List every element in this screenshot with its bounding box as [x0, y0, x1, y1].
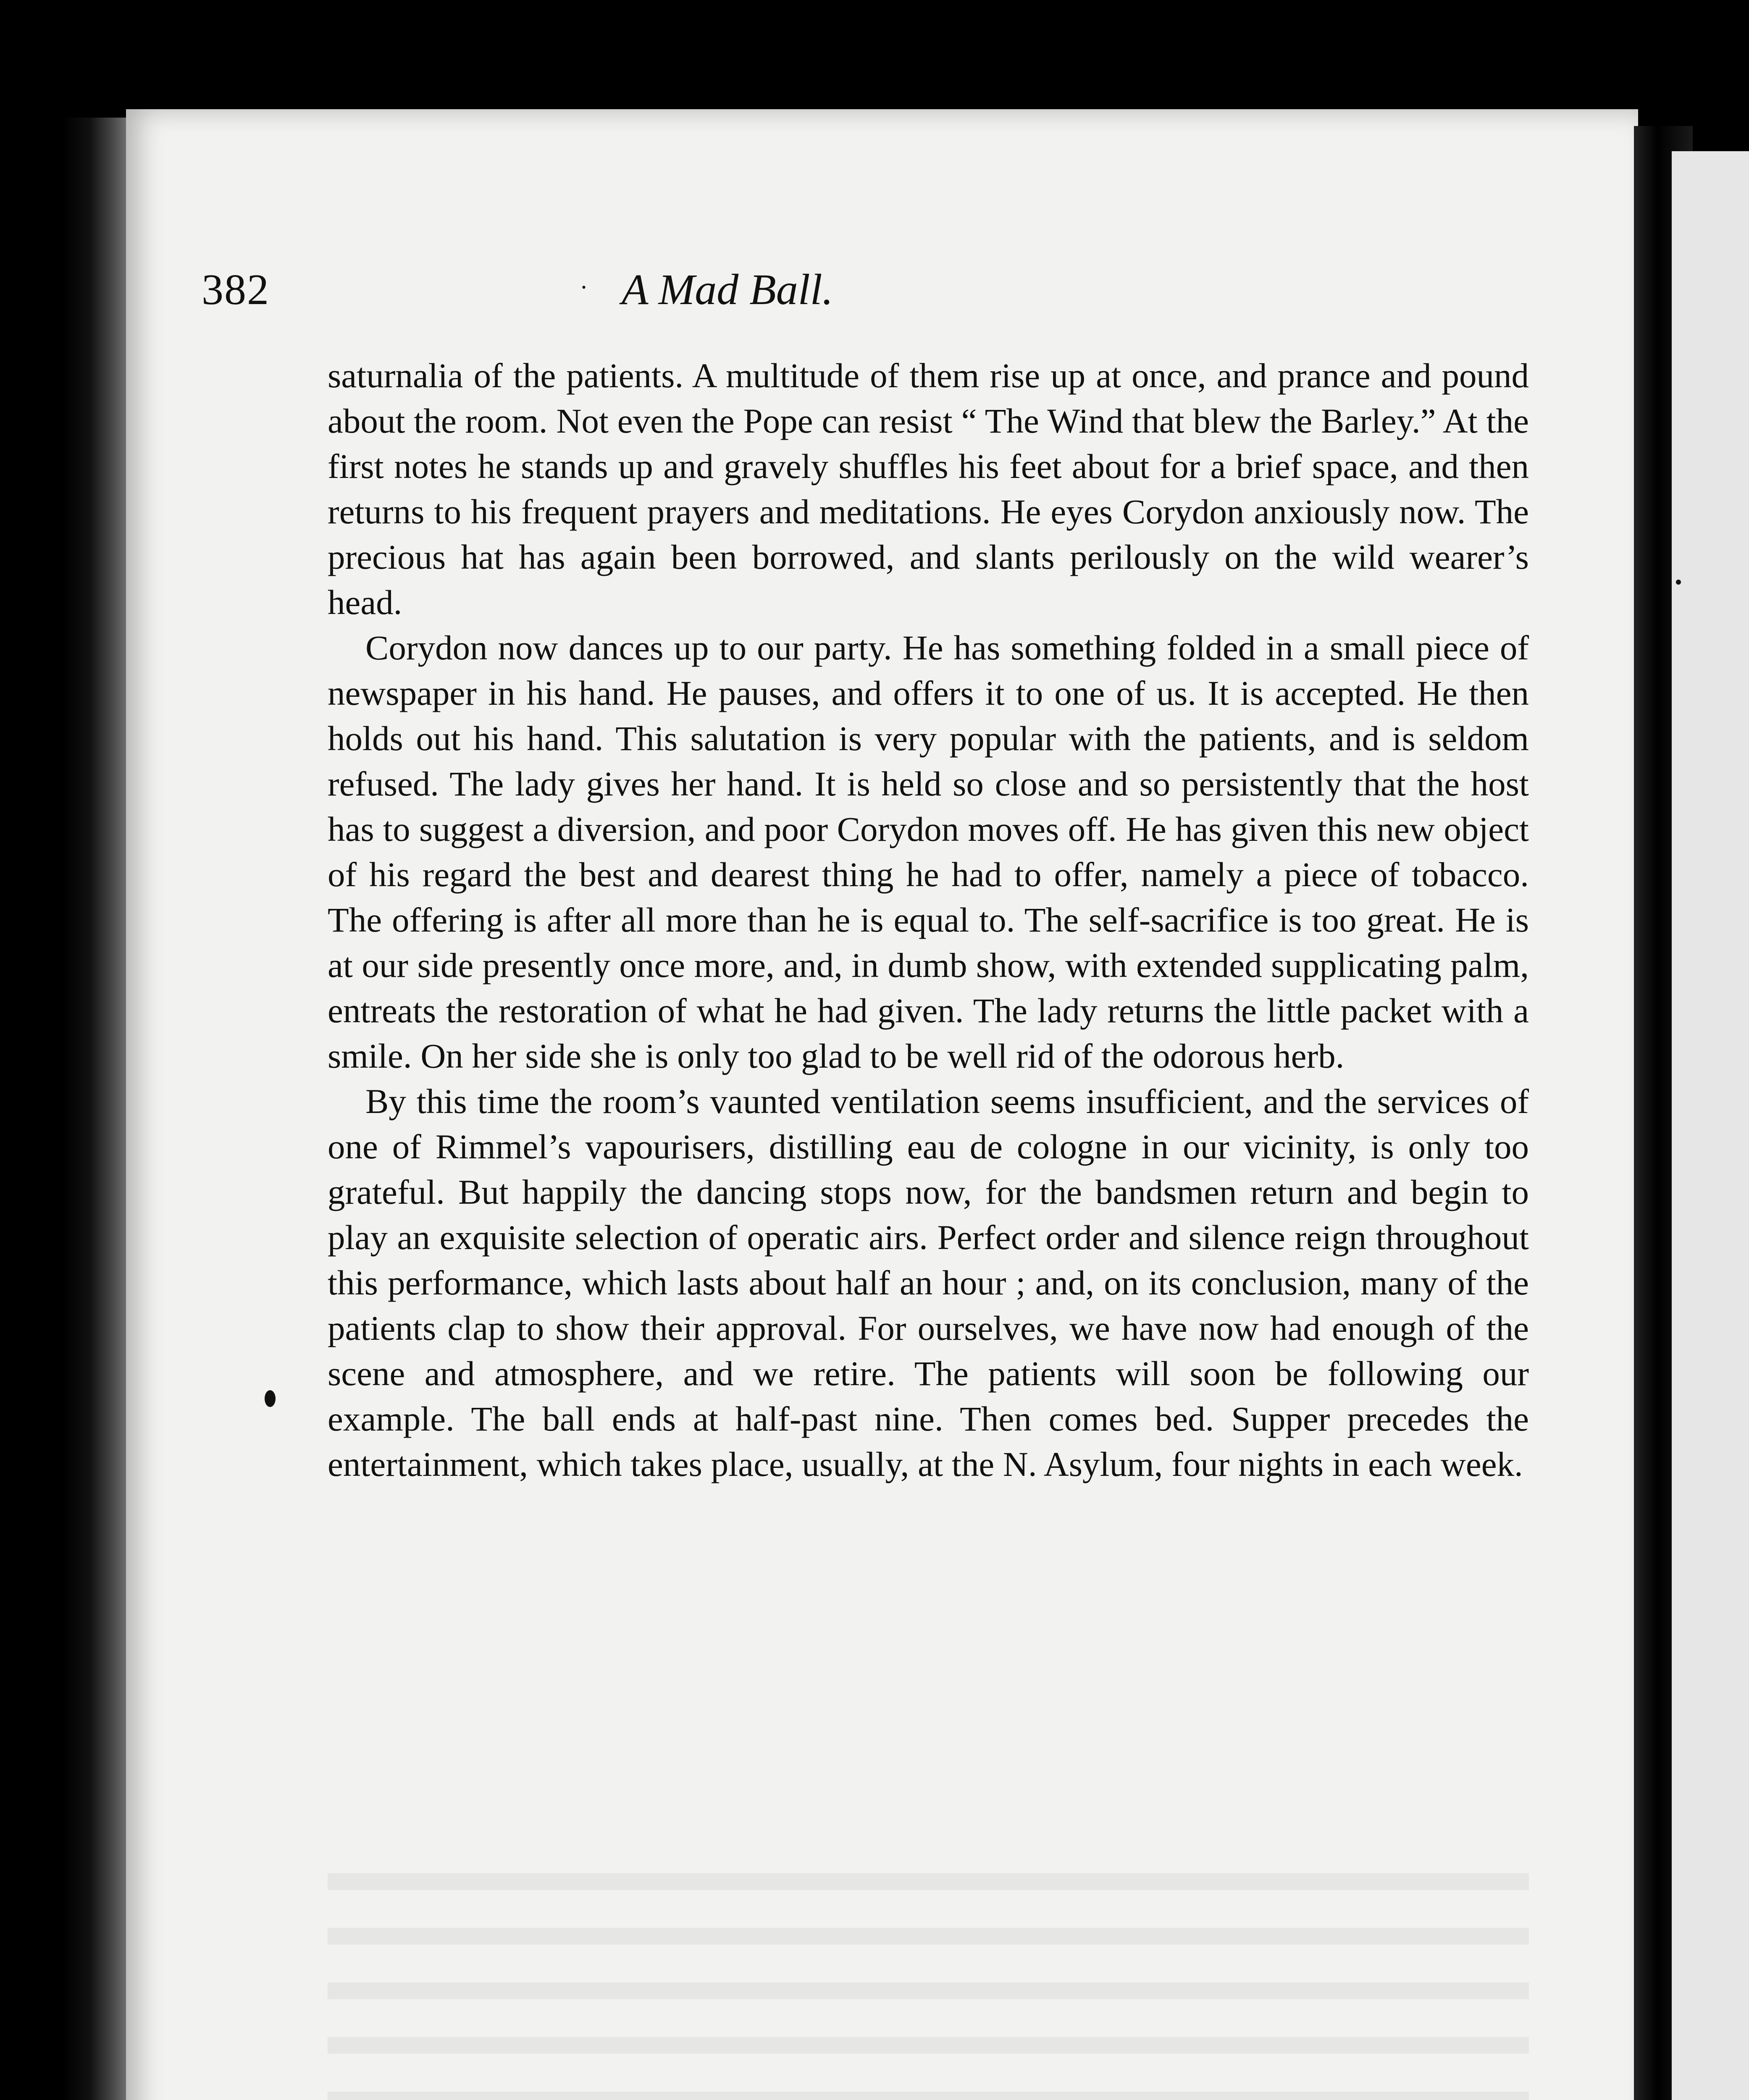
body-text	[328, 353, 1529, 1487]
paragraph-1: saturnalia of the patients. A multitude of them rise up at once, and prance and pound about the room. Not even the Pope can resist “ The Wind that blew the Barley.” At the first notes he stands up and gravely shuffles his feet about for a brief space, and then returns to his frequent prayers and meditations. He eyes Corydon anxiously now. The precious hat has again been borrowed, and slants perilously on the wild wearer’s head.	[328, 356, 1529, 622]
page-number: 382	[202, 265, 270, 314]
paragraph-2: Corydon now dances up to our party. He has something folded in a small piece of newspaper in his hand. He pauses, and offers it to one of us. It is accepted. He then holds out his hand. This salutation is very popular with the patients, and is seldom refused. The lady gives her hand. It is held so close and so persistently that the host has to suggest a diversion, and poor Corydon moves off. He has given this new object of his regard the best and dearest thing he had to offer, namely a piece of tobacco. The offering is after all more than he is equal to. The self-sacrifice is too great. He is at our side presently once more, and, in dumb show, with extended supplicating palm, entreats the restoration of what he had given. The lady returns the little packet with a smile. On her side she is only too glad to be well rid of the odorous herb.	[328, 628, 1529, 1075]
paragraph-3: By this time the room’s vaunted ventilation seems insufficient, and the services of one of Rimmel’s vapourisers, distilling eau de cologne in our vicinity, is only too grateful. But happily the dancing stops now, for the bandsmen return and begin to play an exquisite selection of operatic airs. Perfect order and silence reign throughout this performance, which lasts about half an hour ; and, on its conclusion, many of the patients clap to show their approval. For ourselves, we have now had enough of the scene and atmosphere, and we retire. The patients will soon be following our example. The ball ends at half-past nine. Then comes bed. Supper precedes the entertainment, which takes place, usually, at the N. Asylum, four nights in each week.	[328, 1082, 1529, 1483]
adjacent-page-edge	[1672, 151, 1749, 2100]
margin-ink-mark	[265, 1390, 276, 1407]
header-dot: ·	[580, 273, 588, 301]
left-binding-shadow	[63, 118, 130, 2100]
ink-speck	[1676, 580, 1681, 585]
show-through-text	[328, 1848, 1529, 2100]
page-header	[202, 235, 1529, 319]
running-title: A Mad Ball.	[622, 265, 833, 314]
